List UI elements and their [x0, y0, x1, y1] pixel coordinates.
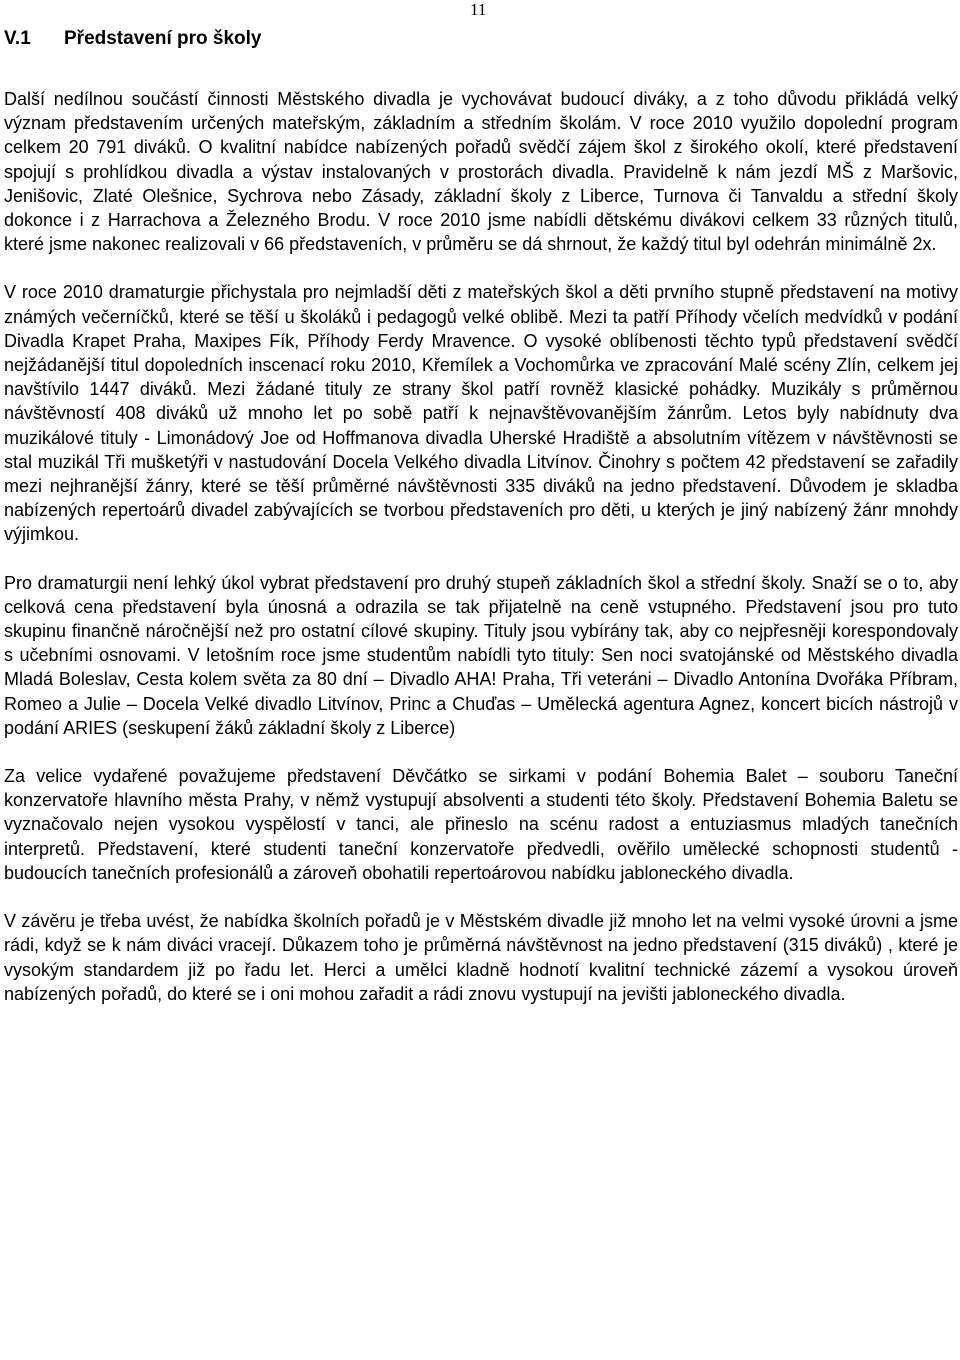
section-title: Představení pro školy: [64, 28, 262, 49]
paragraph-younger-audiences: V roce 2010 dramaturgie přichystala pro nejmladší děti z mateřských škol a děti prvního stupně představení na motivy známých večerníčků, které se těší u školáků i pedagogů velké oblibě. Mezi ta patří Příhody včelích medvídků v podání Divadla Krapet Praha, Maxipes Fík, Příhody Ferdy Mravence. O vysoké oblíbenosti těchto typů představení svědčí nejžádanější titul dopoledních inscenací roku 2010, Křemílek a Vochomůrka ve zpracování Malé scény Zlín, celkem jej navštívilo 1447 diváků. Mezi žádané tituly ze strany škol patří rovněž klasické pohádky. Muzikály s průměrnou návštěvností 408 diváků už mnoho let po sobě patří k nejnavštěvovanějším žánrům. Letos byly nabídnuty dva muzikálové tituly - Limonádový Joe od Hoffmanova divadla Uherské Hradiště a absolutním vítězem v návštěvnosti se stal muzikál Tři mušketýři v nastudování Docela Velkého divadla Litvínov. Činohry s počtem 42 představení se zařadily mezi nejhranější žánry, které se těší průměrné návštěvnosti 335 diváků na jedno představení. Důvodem je skladba nabízených repertoárů divadel zabývajících se tvorbou představeních pro děti, u kterých je jiný nabízený žánr mnohdy výjimkou.: [4, 282, 958, 545]
paragraph-older-students: Pro dramaturgii není lehký úkol vybrat představení pro druhý stupeň základních škol a střední školy. Snaží se o to, aby celková cena představení byla únosná a odrazila se tak přijatelně na ceně vstupného. Představení jsou pro tuto skupinu finančně náročnější než pro ostatní cílové skupiny. Tituly jsou vybírány tak, aby co nejpřesněji korespondovaly s učebními osnovami. V letošním roce jsme studentům nabídli tyto tituly: Sen noci svatojánské od Městského divadla Mladá Boleslav, Cesta kolem světa za 80 dní – Divadlo AHA! Praha, Tři veteráni – Divadlo Antonína Dvořáka Příbram, Romeo a Julie – Docela Velké divadlo Litvínov, Princ a Chuďas – Umělecká agentura Agnez, koncert bicích nástrojů v podání ARIES (seskupení žáků základní školy z Liberce): [4, 572, 958, 738]
section-heading: [4, 28, 261, 50]
paragraph-conclusion: V závěru je třeba uvést, že nabídka školních pořadů je v Městském divadle již mnoho let na velmi vysoké úrovni a jsme rádi, když se k nám diváci vracejí. Důkazem toho je průměrná návštěvnost na jedno představení (315 diváků) , které je vysokým standardem již po řadu let. Herci a umělci kladně hodnotí kvalitní technické zázemí a vysokou úroveň nabízených pořadů, do které se i oni mohou zařadit a rádi znovu vystupují na jevišti jabloneckého divadla.: [4, 911, 958, 1004]
document-body: [4, 87, 958, 1006]
paragraph-intro: Další nedílnou součástí činnosti Městského divadla je vychovávat budoucí diváky, a z toho důvodu přikládá velký význam představením určených mateřským, základním a středním školám. V roce 2010 využilo dopolední program celkem 20 791 diváků. O kvalitní nabídce nabízených pořadů svědčí zájem škol z širokého okolí, které představení spojují s prohlídkou divadla a výstav instalovaných v prostorách divadla. Pravidelně k nám jezdí MŠ z Maršovic, Jenišovic, Zlaté Olešnice, Sychrova nebo Zásady, základní školy z Liberce, Turnova či Tanvaldu a střední školy dokonce i z Harrachova a Železného Brodu. V roce 2010 jsme nabídli dětskému divákovi celkem 33 různých titulů, které jsme nakonec realizovali v 66 představeních, v průměru se dá shrnout, že každý titul byl odehrán minimálně 2x.: [4, 89, 958, 255]
page-number: 11: [470, 0, 487, 19]
section-number: V.1: [4, 28, 31, 49]
paragraph-ballet: Za velice vydařené považujeme představení Děvčátko se sirkami v podání Bohemia Balet – souboru Taneční konzervatoře hlavního města Prahy, v němž vystupují absolventi a studenti této školy. Představení Bohemia Baletu se vyznačovalo nejen vysokou vyspělostí v tanci, ale přineslo na scénu radost a entuziasmus mladých tanečních interpretů. Představení, které studenti taneční konzervatoře předvedli, ověřilo umělecké schopnosti studentů - budoucích tanečních profesionálů a zároveň obohatili repertoárovou nabídku jabloneckého divadla.: [4, 766, 958, 883]
